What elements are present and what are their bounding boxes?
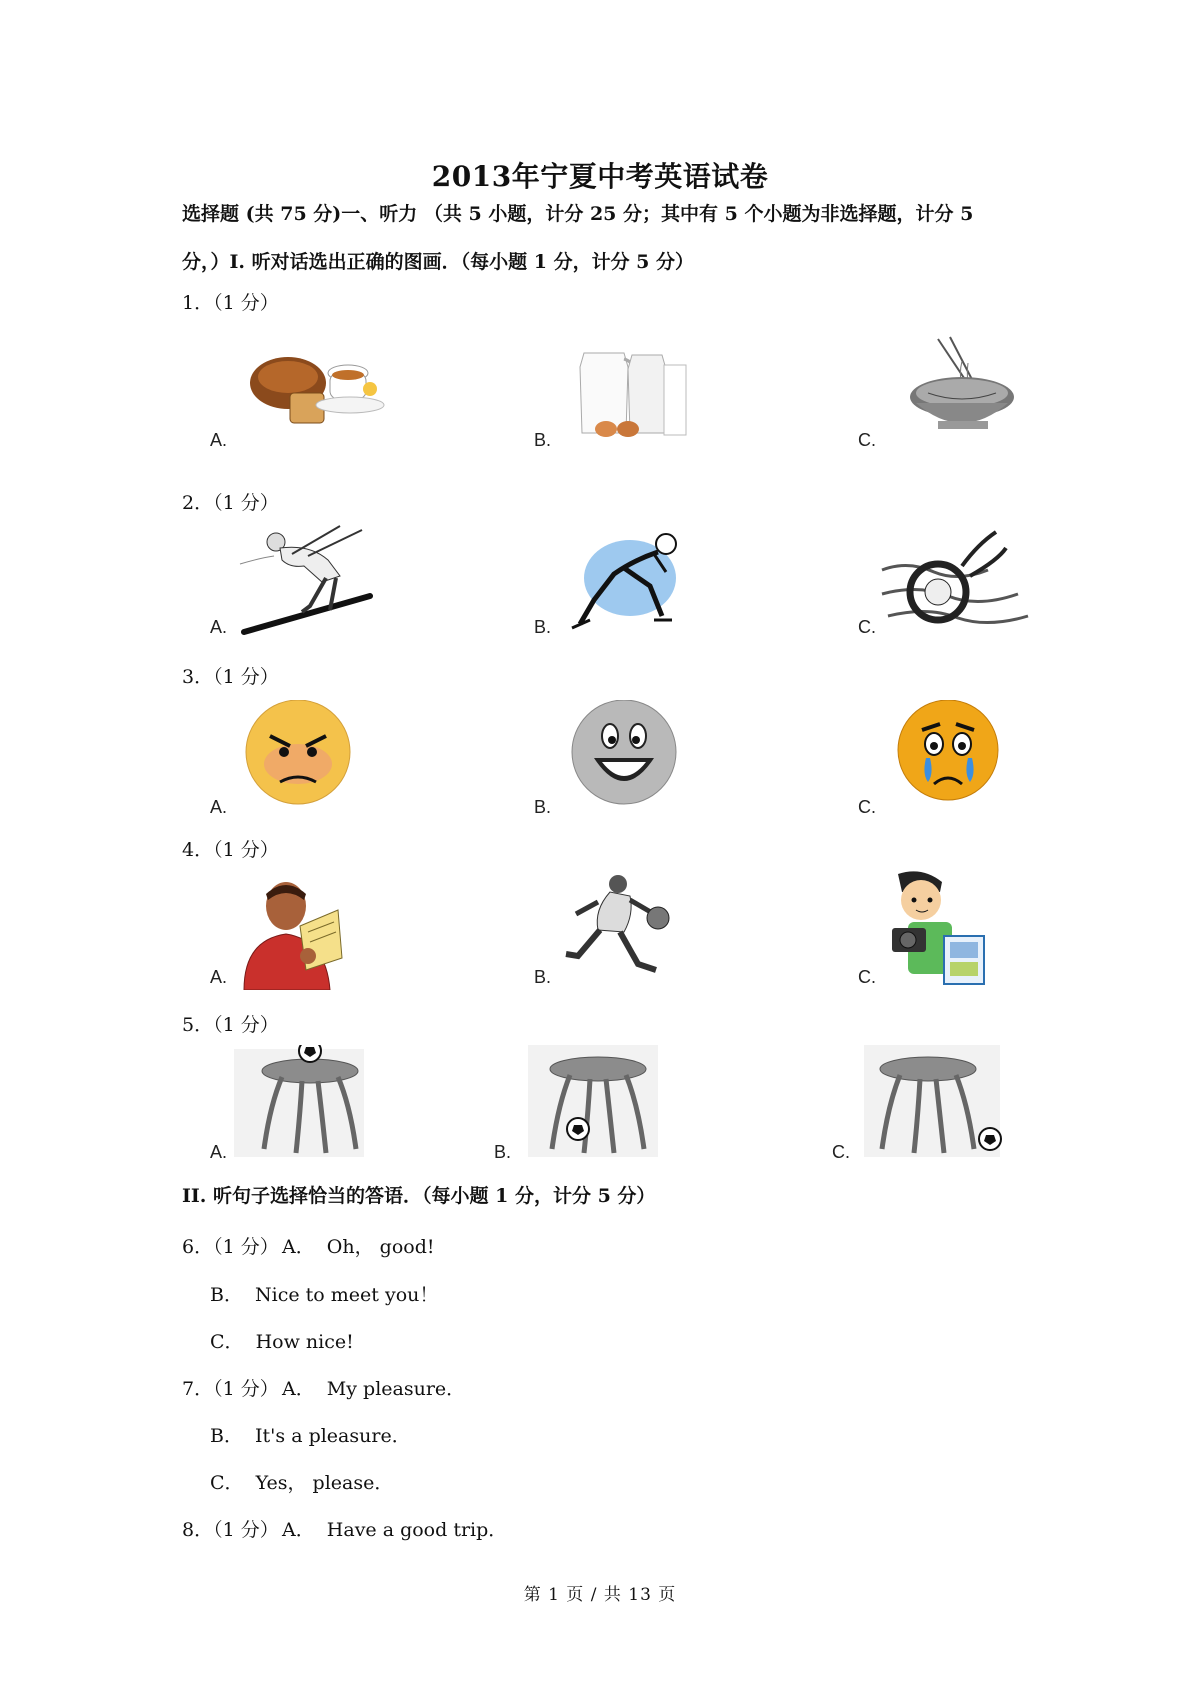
- option-label: A.: [210, 797, 228, 817]
- question-8-option-a[interactable]: A． Have a good trip．: [282, 1519, 508, 1541]
- ball-on-table-icon: [230, 1045, 390, 1165]
- intro-line-1: 选择题 (共 75 分)一、听力 （共 5 小题，计分 25 分；其中有 5 个小题为非选择题，计分 5: [182, 203, 974, 225]
- basketball-player-icon: [554, 870, 714, 990]
- reading-man-icon: [230, 870, 390, 990]
- section-2-heading: II. 听句子选择恰当的答语．（每小题 1 分，计分 5 分）: [182, 1185, 656, 1207]
- option-label: A.: [210, 967, 228, 987]
- option-3b[interactable]: [534, 700, 714, 820]
- option-label: A.: [210, 430, 228, 450]
- option-label: B.: [534, 967, 552, 987]
- question-7-option-b[interactable]: B． It's a pleasure．: [210, 1425, 411, 1447]
- option-4c[interactable]: [858, 870, 1038, 990]
- option-label: C.: [832, 1142, 850, 1162]
- question-4-label: 4．（1 分）: [182, 839, 279, 861]
- question-6-label: 6．（1 分）: [182, 1236, 279, 1258]
- option-label: B.: [534, 797, 552, 817]
- question-6-option-b[interactable]: B． Nice to meet you！: [210, 1284, 439, 1306]
- option-label: A.: [210, 1142, 228, 1162]
- option-1c[interactable]: [858, 333, 1038, 453]
- question-1-label: 1．（1 分）: [182, 292, 279, 314]
- question-7-label: 7．（1 分）: [182, 1378, 279, 1400]
- ball-under-table-icon: [514, 1045, 674, 1165]
- option-label: C.: [858, 967, 876, 987]
- angry-face-icon: [230, 700, 390, 820]
- ball-beside-table-icon: [852, 1045, 1012, 1165]
- question-4-options: [182, 870, 1032, 990]
- skier-icon: [230, 520, 390, 640]
- crying-face-icon: [878, 700, 1038, 820]
- question-2-options: [182, 520, 1032, 640]
- question-5-options: [182, 1045, 1032, 1165]
- question-3-options: [182, 700, 1032, 820]
- happy-face-icon: [554, 700, 714, 820]
- option-label: C.: [858, 617, 876, 637]
- option-3c[interactable]: [858, 700, 1038, 820]
- milk-eggs-icon: [554, 333, 714, 445]
- option-label: C.: [858, 430, 876, 450]
- option-label: B.: [534, 617, 552, 637]
- question-7-option-a[interactable]: A． My pleasure．: [282, 1378, 466, 1400]
- photographer-icon: [878, 870, 1038, 990]
- bread-tea-icon: [230, 333, 390, 445]
- question-8-label: 8．（1 分）: [182, 1519, 279, 1541]
- question-5-label: 5．（1 分）: [182, 1014, 279, 1036]
- option-5c[interactable]: [832, 1045, 1012, 1165]
- question-6-option-c[interactable]: C． How nice!: [210, 1331, 354, 1353]
- option-label: B.: [534, 430, 552, 450]
- page-footer: 第 1 页 / 共 13 页: [523, 1585, 677, 1605]
- question-2-label: 2．（1 分）: [182, 492, 279, 514]
- swimmer-icon: [878, 520, 1038, 640]
- option-4b[interactable]: [534, 870, 714, 990]
- option-3a[interactable]: [210, 700, 390, 820]
- intro-line-2: 分，）I. 听对话选出正确的图画．（每小题 1 分，计分 5 分）: [182, 251, 695, 273]
- option-2b[interactable]: [534, 520, 714, 640]
- option-2a[interactable]: [210, 520, 390, 640]
- option-4a[interactable]: [210, 870, 390, 990]
- option-5a[interactable]: [210, 1045, 390, 1165]
- option-1a[interactable]: [210, 333, 390, 453]
- option-label: A.: [210, 617, 228, 637]
- question-1-options: [182, 333, 1032, 453]
- option-label: C.: [858, 797, 876, 817]
- skater-icon: [554, 520, 714, 640]
- question-6-option-a[interactable]: A． Oh， good!: [282, 1236, 435, 1258]
- option-2c[interactable]: [858, 520, 1038, 640]
- page-title: 2013年宁夏中考英语试卷: [431, 160, 769, 193]
- option-1b[interactable]: [534, 333, 714, 453]
- noodles-icon: [878, 333, 1038, 445]
- question-7-option-c[interactable]: C． Yes， please．: [210, 1472, 394, 1494]
- option-label: B.: [494, 1142, 512, 1162]
- option-5b[interactable]: [494, 1045, 674, 1165]
- question-3-label: 3．（1 分）: [182, 666, 279, 688]
- section-intro: [182, 190, 1032, 286]
